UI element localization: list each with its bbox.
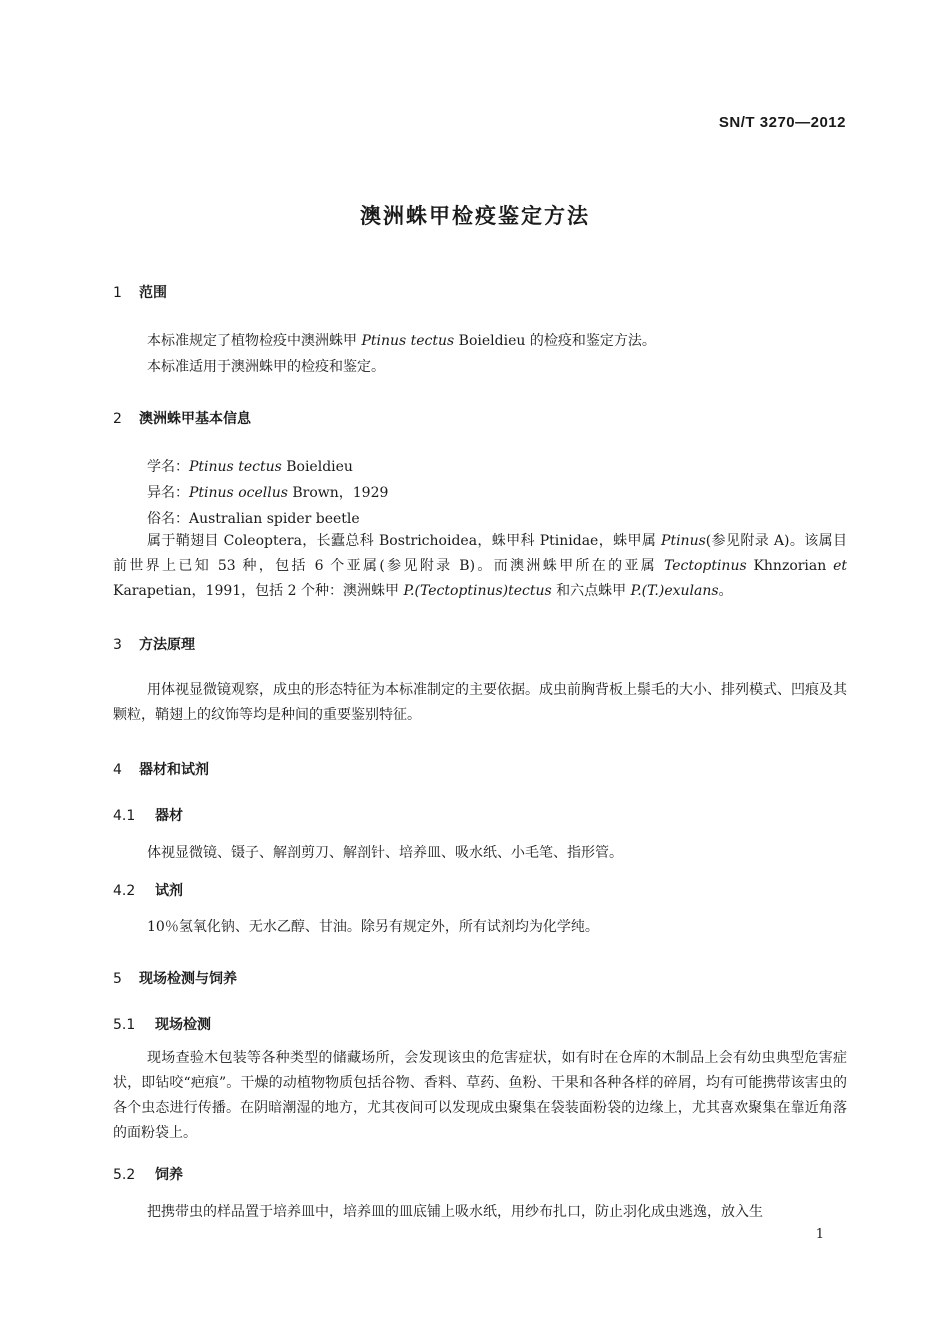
section-title: 方法原理 [139,637,195,653]
page-number: 1 [815,1227,824,1242]
scientific-name [147,456,353,476]
principle-paragraph: 用体视显微镜观察，成虫的形态特征为本标准制定的主要依据。成虫前胸背板上鬃毛的大小、排列模式、凹痕及其颗粒，鞘翅上的纹饰等均是种间的重要鉴别特征。 [113,682,847,723]
text: Karapetian，1991，包括 2 个种：澳洲蛛甲 [113,583,404,599]
section-title: 现场检测与饲养 [139,971,237,987]
section-title: 范围 [139,285,167,301]
scope-paragraph-1 [147,330,656,350]
section-number: 1 [113,285,122,301]
section-4-2-heading [113,880,183,900]
text: Boieldieu 的检疫和鉴定方法。 [454,333,656,349]
section-title: 现场检测 [155,1017,211,1033]
section-5-1-heading [113,1014,211,1034]
italic-text: Ptinus tectus [361,333,455,349]
section-title: 器材 [155,808,183,824]
italic-text: P.(Tectoptinus)tectus [403,583,552,599]
section-number: 3 [113,637,122,653]
section-number: 4 [113,762,122,778]
common-name: 俗名：Australian spider beetle [147,511,360,527]
section-1-heading [113,282,167,302]
section-number: 4.1 [113,808,136,824]
section-3-heading [113,634,195,654]
section-title: 器材和试剂 [139,762,209,778]
italic-text: Ptinus tectus [189,459,282,475]
equipment-list: 体视显微镜、镊子、解剖剪刀、解剖针、培养皿、吸水纸、小毛笔、指形管。 [147,845,623,861]
rearing-paragraph: 把携带虫的样品置于培养皿中，培养皿的皿底铺上吸水纸，用纱布扎口，防止羽化成虫逃逸，放入生 [147,1204,763,1220]
section-5-heading [113,968,237,988]
label: 学名： [147,459,189,475]
section-number: 5.2 [113,1167,136,1183]
reagents-list: 10％氢氧化钠、无水乙醇、甘油。除另有规定外，所有试剂均为化学纯。 [147,919,599,935]
italic-text: et [833,558,847,574]
section-4-heading [113,759,209,779]
label: 异名： [147,485,189,501]
text: 本标准规定了植物检疫中澳洲蛛甲 [147,333,362,349]
section-number: 5.1 [113,1017,136,1033]
text: (参见附录 A)。该属目前世界上已知 53 种，包括 6 个亚属(参见附录 B)。而澳洲蛛甲所在的亚属 [113,533,847,574]
italic-text: P.(T.)exulans [630,583,719,599]
text: Boieldieu [281,459,353,475]
section-title: 澳洲蛛甲基本信息 [139,411,251,427]
taxonomy-paragraph [113,529,847,604]
text: Brown，1929 [287,485,389,501]
text: Khnzorian [746,558,834,574]
text: 属于鞘翅目 Coleoptera，长蠹总科 Bostrichoidea，蛛甲科 Ptinidae，蛛甲属 [147,533,662,549]
section-2-heading [113,408,251,428]
standard-code: SN/T 3270—2012 [718,114,846,131]
italic-text: Tectoptinus [663,558,747,574]
field-inspection-paragraph: 现场查验木包装等各种类型的储藏场所，会发现该虫的危害症状，如有时在仓库的木制品上会有幼虫典型危害症状，即钻咬“疤痕”。干燥的动植物物质包括谷物、香料、草药、鱼粉、干果和各种各样的碎屑，均有可能携带该害虫的各个虫态进行传播。在阴暗潮湿的地方，尤其夜间可以发现成虫聚集在袋装面粉袋的边缘上，尤其喜欢聚集在靠近角落的面粉袋上。 [113,1050,847,1141]
section-number: 4.2 [113,883,136,899]
scope-paragraph-2: 本标准适用于澳洲蛛甲的检疫和鉴定。 [147,359,385,375]
document-title: 澳洲蛛甲检疫鉴定方法 [360,204,590,228]
section-5-2-heading [113,1164,183,1184]
italic-text: Ptinus ocellus [189,485,288,501]
section-title: 试剂 [155,883,183,899]
text: 。 [718,583,733,599]
section-number: 2 [113,411,122,427]
section-title: 饲养 [155,1167,183,1183]
section-number: 5 [113,971,122,987]
synonym [147,482,388,502]
text: 和六点蛛甲 [551,583,631,599]
italic-text: Ptinus [661,533,706,549]
section-4-1-heading [113,805,183,825]
